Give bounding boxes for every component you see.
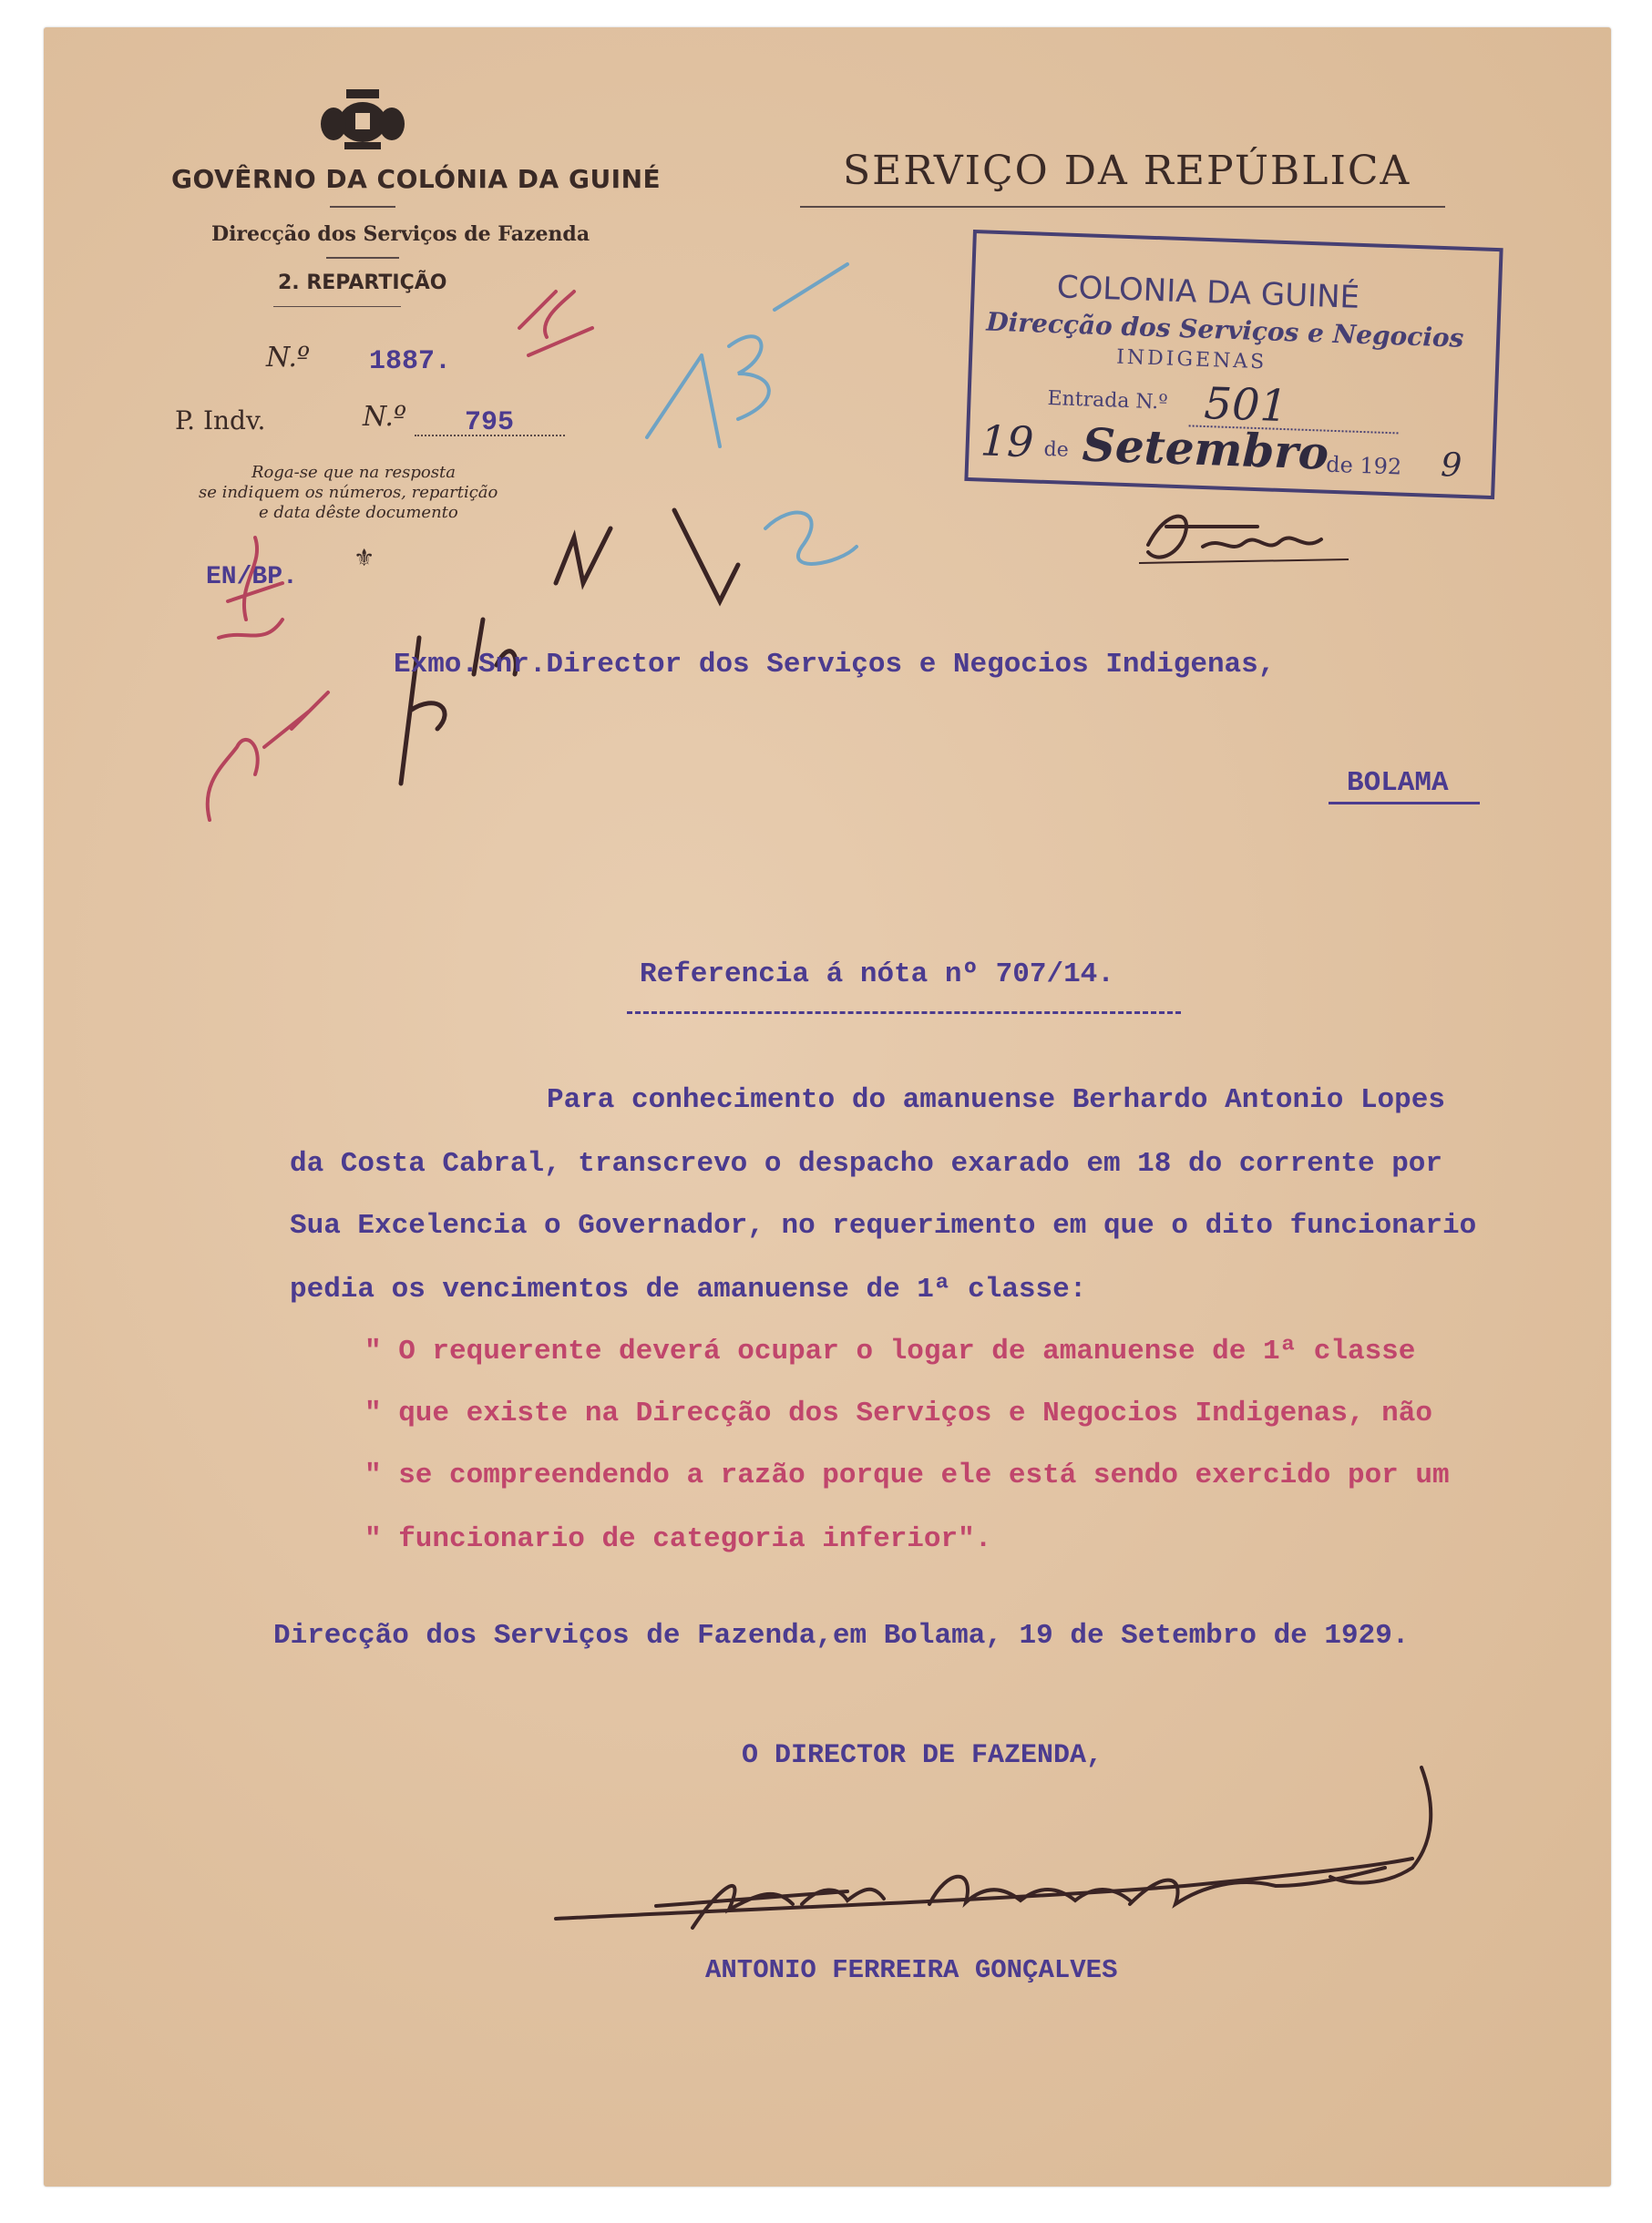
service-header-rule: [800, 206, 1445, 208]
letterhead-rule-1: [330, 206, 395, 208]
number-label: N.º: [266, 342, 310, 374]
coat-of-arms-icon: [319, 89, 406, 155]
section-label: 2. REPARTIÇÃO: [278, 271, 447, 294]
quote-line-3: " se compreendendo a razão porque ele está sendo exercido por um: [364, 1460, 1450, 1491]
body-line-2: da Costa Cabral, transcrevo o despacho exarado em 18 do corrente por: [290, 1148, 1443, 1180]
stamp-year-label: de 192: [1325, 451, 1402, 480]
body-line-1: Para conhecimento do amanuense Berhardo Antonio Lopes: [547, 1084, 1445, 1116]
stamp-de: de: [1043, 437, 1070, 462]
reply-note-line-1: Roga-se que na resposta: [251, 463, 456, 482]
indv-number-label: N.º: [363, 401, 406, 433]
addressee: Exmo.Snr.Director dos Serviços e Negocios Indigenas,: [394, 649, 1276, 681]
indv-prefix: P. Indv.: [175, 405, 266, 435]
body-line-4: pedia os vencimentos de amanuense de 1ª classe:: [290, 1274, 1087, 1306]
signatory-title: O DIRECTOR DE FAZENDA,: [742, 1740, 1103, 1771]
handwritten-signature: [547, 1749, 1440, 1931]
stamp-initials-signature: [1130, 499, 1367, 572]
initials: EN/BP.: [206, 563, 298, 591]
stamp-day: 19: [979, 415, 1035, 467]
ornament-icon: ⚜: [354, 545, 375, 572]
signatory-name: ANTONIO FERREIRA GONÇALVES: [705, 1955, 1118, 1985]
stamp-line-1: COLONIA DA GUINÉ: [1056, 269, 1360, 316]
dateline: Direcção dos Serviços de Fazenda,em Bolama, 19 de Setembro de 1929.: [273, 1620, 1410, 1652]
stamp-entry-label: Entrada N.º: [1047, 386, 1169, 415]
city-underline: [1329, 802, 1480, 804]
department-name: Direcção dos Serviços de Fazenda: [211, 222, 590, 246]
reference-underline: [627, 1011, 1181, 1014]
body-line-3: Sua Excelencia o Governador, no requerimento em que o dito funcionario: [290, 1210, 1477, 1242]
stamp-entry-value: 501: [1203, 377, 1289, 433]
government-title: GOVÊRNO DA COLÓNIA DA GUINÉ: [171, 164, 662, 194]
service-header: SERVIÇO DA REPÚBLICA: [843, 148, 1411, 194]
stamp-month: Setembro: [1081, 417, 1330, 480]
reply-note-line-3: e data dêste documento: [259, 503, 458, 522]
indv-number-value: 795: [465, 407, 515, 438]
stamp-line-3: INDIGENAS: [1115, 345, 1267, 374]
quote-line-2: " que existe na Direcção dos Serviços e Negocios Indigenas, não: [364, 1398, 1432, 1429]
reference-line: Referencia á nóta nº 707/14.: [640, 958, 1114, 990]
received-stamp: [964, 230, 1503, 499]
quote-line-4: " funcionario de categoria inferior".: [364, 1523, 992, 1555]
stamp-line-2: Direcção dos Serviços e Negocios: [985, 306, 1464, 353]
stamp-year-digit: 9: [1440, 446, 1462, 485]
quote-line-1: " O requerente deverá ocupar o logar de amanuense de 1ª classe: [364, 1336, 1416, 1368]
reply-note-line-2: se indiquem os números, repartição: [199, 483, 498, 502]
city: BOLAMA: [1347, 767, 1449, 799]
number-value: 1887.: [369, 346, 452, 377]
margin-annotations: [137, 237, 866, 875]
